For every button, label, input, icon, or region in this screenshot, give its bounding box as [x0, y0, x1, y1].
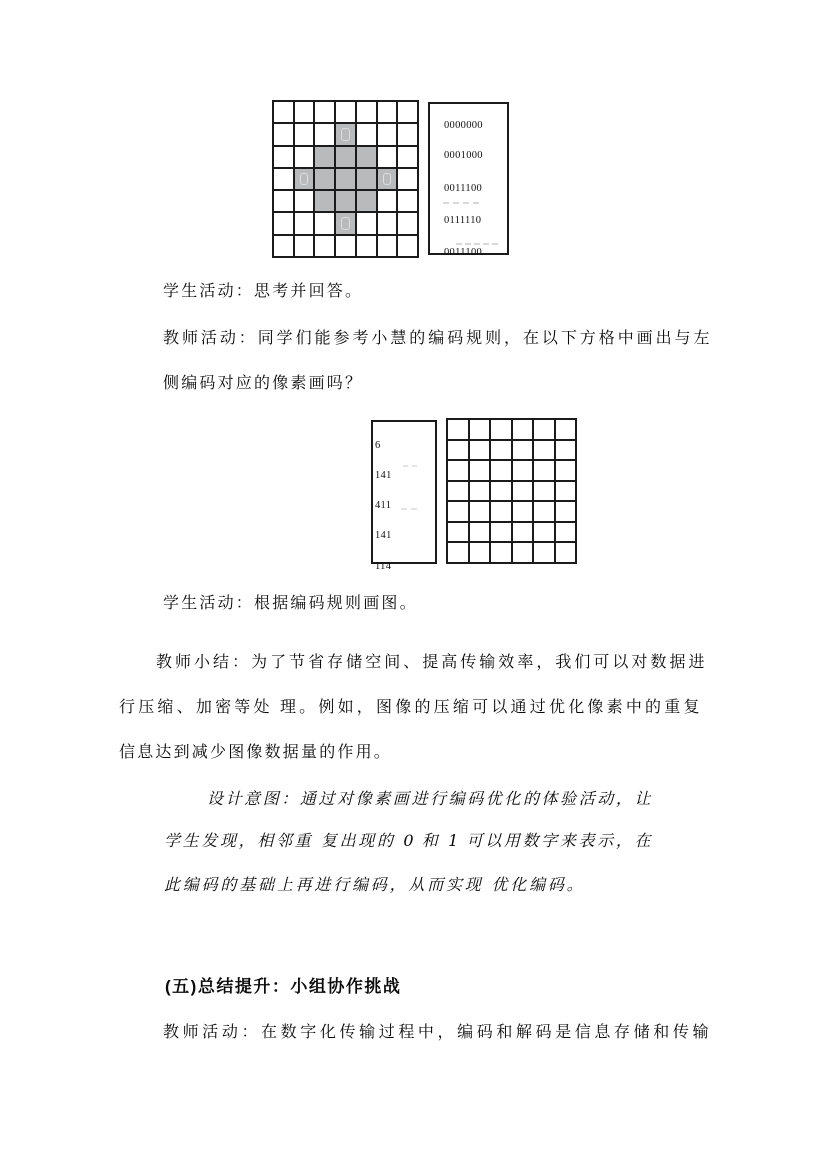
grid-cell [357, 102, 376, 122]
grid-cell [398, 213, 417, 233]
grid-cell [491, 502, 511, 521]
grid-cell [556, 461, 576, 480]
paragraph-teacher-activity-1-line1: 教师活动：同学们能参考小慧的编码规则，在以下方格中画出与左 [163, 330, 710, 347]
paragraph-student-activity-2: 学生活动：根据编码规则画图。 [163, 595, 418, 612]
grid-cell [295, 236, 314, 256]
grid-cell [274, 102, 293, 122]
grid-cell [556, 441, 576, 460]
grid-cell [491, 523, 511, 542]
grid-cell [556, 482, 576, 501]
grid-cell [295, 169, 314, 189]
grid-cell [448, 420, 468, 439]
faded-print-artifact [456, 243, 498, 245]
grid-cell [491, 441, 511, 460]
code-line: 0001000 [444, 150, 483, 161]
paragraph-teacher-activity-2: 教师活动：在数字化传输过程中，编码和解码是信息存储和传输 [163, 1024, 709, 1041]
grid-cell [491, 461, 511, 480]
grid-cell [491, 420, 511, 439]
grid-cell [315, 213, 334, 233]
grid-cell [556, 420, 576, 439]
faded-print-artifact [443, 202, 479, 204]
grid-cell [513, 441, 533, 460]
grid-cell [274, 169, 293, 189]
grid-cell [534, 523, 554, 542]
grid-cell [357, 169, 376, 189]
grid-cell [274, 191, 293, 211]
code-line: 411 [375, 500, 392, 511]
grid-cell [513, 502, 533, 521]
grid-cell [470, 420, 490, 439]
grid-cell [295, 213, 314, 233]
grid-cell [274, 147, 293, 167]
grid-cell [274, 213, 293, 233]
grid-cell [470, 523, 490, 542]
section-heading: (五)总结提升：小组协作挑战 [165, 977, 402, 996]
grid-cell [378, 213, 397, 233]
grid-cell [513, 420, 533, 439]
grid-cell [336, 191, 355, 211]
grid-cell [448, 523, 468, 542]
grid-cell [556, 543, 576, 562]
grid-cell [534, 420, 554, 439]
code-line: 6 [375, 440, 381, 451]
grid-cell [398, 124, 417, 144]
grid-cell [378, 169, 397, 189]
grid-cell [378, 124, 397, 144]
grid-cell [398, 102, 417, 122]
grid-cell [315, 124, 334, 144]
grid-cell [513, 461, 533, 480]
grid-cell [448, 461, 468, 480]
paragraph-teacher-summary-line3: 信息达到减少图像数据量的作用。 [119, 744, 393, 761]
grid-cell [357, 147, 376, 167]
grid-cell [336, 147, 355, 167]
grid-cell [357, 236, 376, 256]
grid-cell [513, 523, 533, 542]
grid-cell [398, 191, 417, 211]
paragraph-teacher-summary-line1: 教师小结：为了节省存储空间、提高传输效率，我们可以对数据进 [156, 654, 705, 671]
pixel-grid-example [272, 100, 419, 258]
grid-cell [398, 236, 417, 256]
paragraph-student-activity-1: 学生活动：思考并回答。 [163, 283, 364, 300]
grid-cell [470, 441, 490, 460]
grid-cell [295, 102, 314, 122]
code-line: 141 [375, 530, 392, 541]
grid-cell [513, 482, 533, 501]
grid-cell [295, 191, 314, 211]
grid-cell [556, 523, 576, 542]
paragraph-design-intent-line1: 设计意图：通过对像素画进行编码优化的体验活动，让 [207, 789, 651, 808]
pixel-grid-exercise [446, 418, 577, 564]
grid-cell [315, 191, 334, 211]
grid-cell [336, 213, 355, 233]
paragraph-design-intent-line3: 此编码的基础上再进行编码，从而实现 优化编码。 [164, 875, 586, 894]
code-box-example [428, 102, 509, 258]
grid-cell [448, 543, 468, 562]
grid-cell [315, 102, 334, 122]
grid-cell [534, 543, 554, 562]
grid-cell [470, 482, 490, 501]
grid-cell [378, 102, 397, 122]
paragraph-teacher-activity-1-line2: 侧编码对应的像素画吗？ [163, 375, 364, 392]
grid-cell [378, 191, 397, 211]
grid-cell [336, 102, 355, 122]
grid-cell [448, 482, 468, 501]
grid-cell [448, 441, 468, 460]
grid-cell [534, 482, 554, 501]
grid-cell [534, 441, 554, 460]
code-line: 141 [375, 470, 392, 481]
grid-cell [491, 543, 511, 562]
grid-cell [295, 147, 314, 167]
code-box-exercise [371, 420, 437, 572]
code-line: 0111110 [444, 215, 482, 226]
grid-cell [295, 124, 314, 144]
code-line: 0000000 [444, 120, 483, 131]
grid-cell [378, 236, 397, 256]
grid-cell [398, 147, 417, 167]
grid-cell [470, 502, 490, 521]
grid-cell [336, 124, 355, 144]
grid-cell [378, 147, 397, 167]
grid-cell [470, 543, 490, 562]
grid-cell [336, 169, 355, 189]
paragraph-design-intent-line2: 学生发现，相邻重 复出现的 0 和 1 可以用数字来表示，在 [164, 831, 651, 850]
grid-cell [336, 236, 355, 256]
faded-print-artifact [403, 465, 417, 467]
grid-cell [315, 169, 334, 189]
paragraph-teacher-summary-line2: 行压缩、加密等处 理。例如，图像的压缩可以通过优化像素中的重复 [119, 699, 700, 716]
faded-print-artifact [401, 508, 417, 510]
grid-cell [534, 461, 554, 480]
grid-cell [470, 461, 490, 480]
grid-cell [274, 124, 293, 144]
grid-cell [274, 236, 293, 256]
code-line: 114 [375, 561, 392, 572]
grid-cell [556, 502, 576, 521]
grid-cell [448, 502, 468, 521]
grid-cell [534, 502, 554, 521]
grid-cell [491, 482, 511, 501]
grid-cell [513, 543, 533, 562]
code-line: 0011100 [444, 183, 483, 194]
grid-cell [398, 169, 417, 189]
code-line: 0011100 [444, 247, 483, 258]
grid-cell [357, 213, 376, 233]
grid-cell [357, 191, 376, 211]
grid-cell [315, 147, 334, 167]
grid-cell [315, 236, 334, 256]
grid-cell [357, 124, 376, 144]
